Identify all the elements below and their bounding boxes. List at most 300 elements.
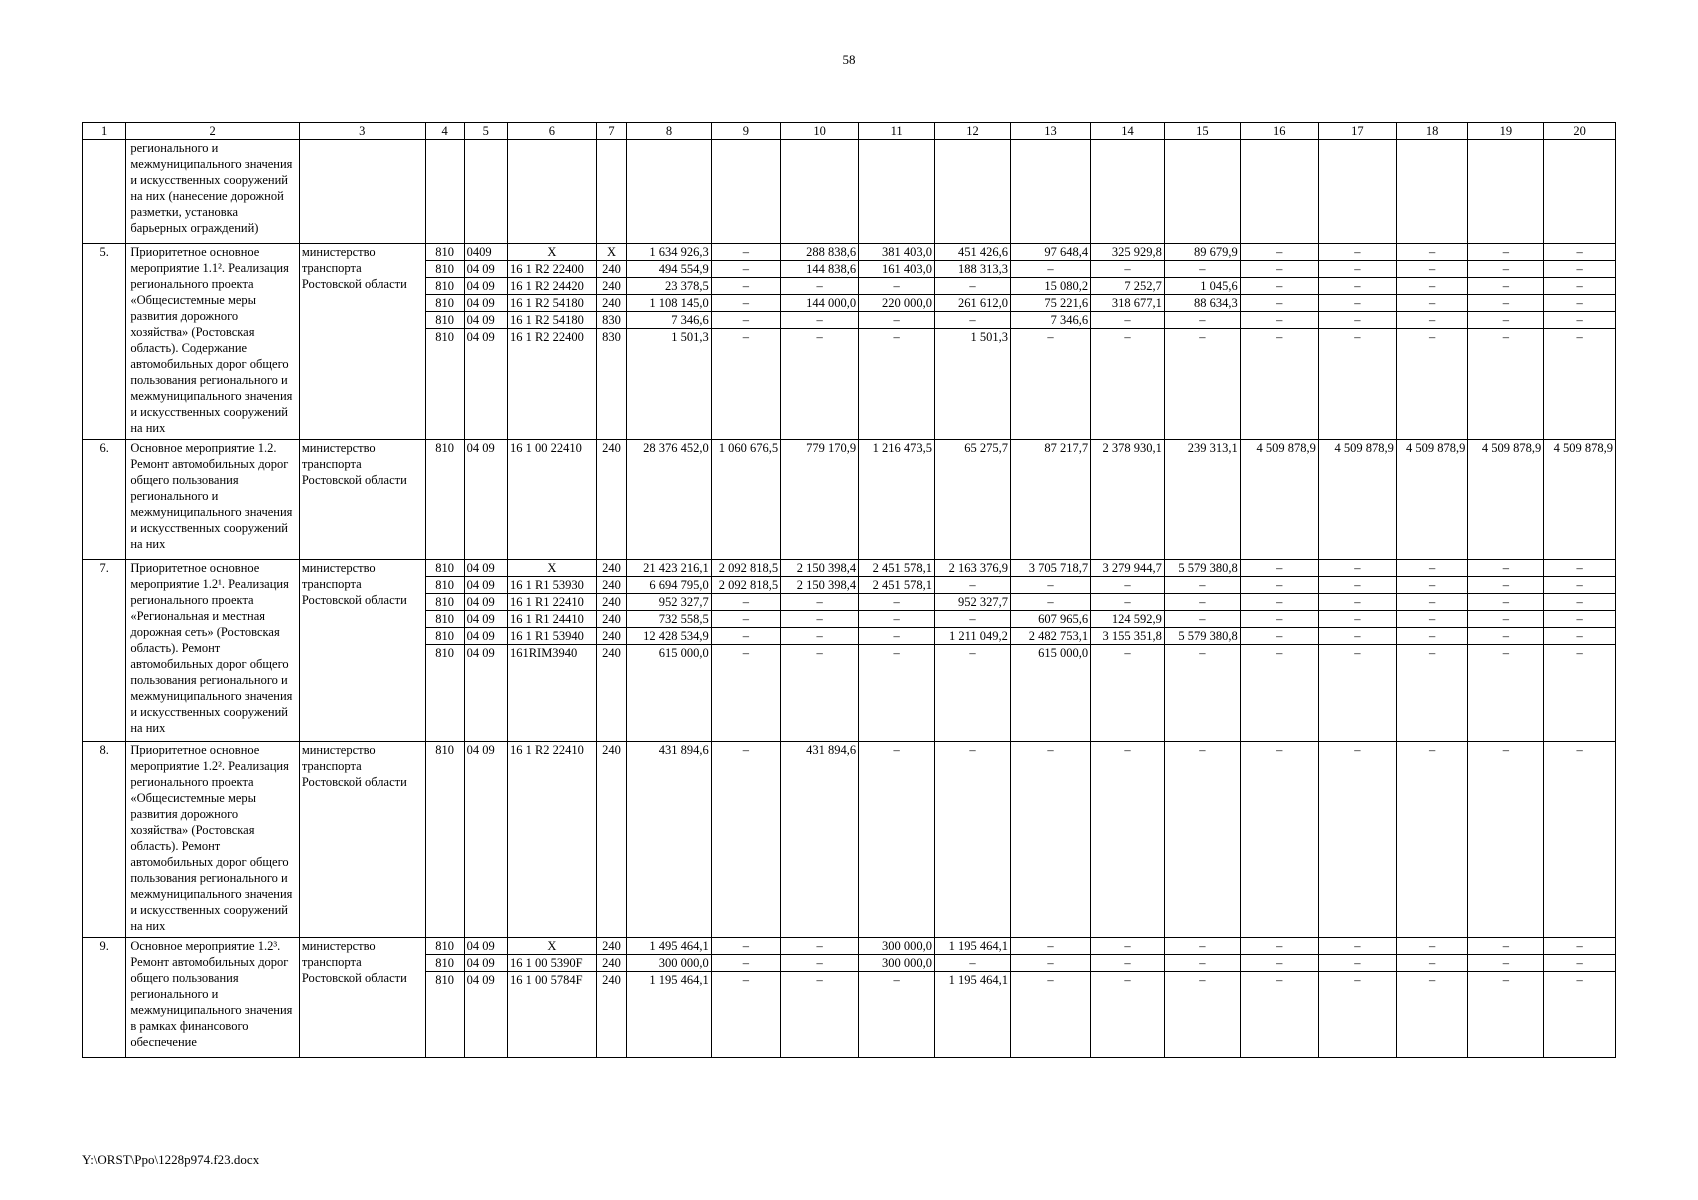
value-column-10	[781, 560, 859, 742]
value-cell: 2 092 818,5	[718, 561, 779, 575]
value-cell: –	[1319, 260, 1396, 277]
value-cell: 04 09	[465, 328, 507, 345]
value-cell: 239 313,1	[1187, 441, 1238, 455]
value-cell: –	[1544, 954, 1615, 971]
value-cell: –	[742, 245, 750, 259]
value-column-18	[1396, 440, 1468, 560]
value-cell: –	[1199, 939, 1206, 953]
value-cell: –	[1354, 743, 1361, 757]
value-column-16	[1240, 440, 1318, 560]
value-column-17	[1318, 440, 1396, 560]
value-cell: –	[1165, 593, 1240, 610]
header-col-16: 16	[1240, 123, 1318, 140]
value-cell: –	[969, 743, 976, 757]
executor-name: министерство транспорта Ростовской области	[299, 244, 425, 440]
value-cell: –	[1429, 245, 1436, 259]
value-column-16	[1240, 938, 1318, 1058]
value-cell: –	[1319, 644, 1396, 661]
value-cell: –	[1165, 576, 1240, 593]
value-cell: –	[712, 954, 780, 971]
value-cell: 4 509 878,9	[1256, 441, 1316, 455]
value-column-5	[464, 742, 507, 938]
value-cell: 1 501,3	[935, 328, 1010, 345]
value-cell: –	[1011, 576, 1090, 593]
value-cell: –	[1354, 939, 1361, 953]
value-cell: –	[1276, 939, 1283, 953]
value-cell: –	[1397, 260, 1468, 277]
value-cell: 830	[597, 311, 626, 328]
value-cell: –	[1468, 971, 1543, 988]
row-number: 9.	[83, 938, 126, 1058]
header-col-12: 12	[935, 123, 1011, 140]
table-row	[83, 938, 1616, 1058]
value-column-18	[1396, 244, 1468, 440]
value-cell: –	[1165, 328, 1240, 345]
value-cell: 7 252,7	[1091, 277, 1164, 294]
value-column-7	[596, 440, 626, 560]
value-cell: –	[1011, 328, 1090, 345]
value-cell: –	[1319, 311, 1396, 328]
value-cell: 88 634,3	[1165, 294, 1240, 311]
value-cell: 288 838,6	[806, 245, 857, 259]
value-cell: 240	[602, 561, 621, 575]
value-column-9	[711, 938, 780, 1058]
header-col-8: 8	[627, 123, 712, 140]
value-cell: –	[859, 277, 934, 294]
header-col-20: 20	[1544, 123, 1616, 140]
value-cell: Х	[547, 939, 557, 953]
value-column-12	[935, 938, 1011, 1058]
value-cell: –	[712, 610, 780, 627]
value-cell: 1 216 473,5	[872, 441, 933, 455]
value-cell: –	[1199, 743, 1206, 757]
value-cell: 144 838,6	[781, 260, 858, 277]
value-column-15	[1164, 244, 1240, 440]
value-cell: –	[712, 260, 780, 277]
value-cell: –	[1544, 627, 1615, 644]
value-cell: –	[1091, 260, 1164, 277]
value-cell: –	[1319, 971, 1396, 988]
page-number: 58	[842, 52, 856, 67]
value-column-5	[464, 440, 507, 560]
measure-name: Приоритетное основное мероприятие 1.2². Реализация регионального проекта «Общесистемные меры развития дорожного хозяйства» (Ростовская область). Ремонт автомобильных дорог общего пользования регионального и межмуниципального значения и искусственных сооружений на них	[126, 742, 299, 938]
value-cell: –	[1091, 311, 1164, 328]
value-cell: 04 09	[465, 277, 507, 294]
value-cell: –	[1011, 954, 1090, 971]
value-cell: 16 1 R2 22400	[508, 328, 596, 345]
value-cell: 810	[426, 294, 464, 311]
value-cell: Х	[547, 245, 557, 259]
value-cell: –	[712, 593, 780, 610]
value-cell: 451 426,6	[957, 245, 1008, 259]
value-cell: 3 155 351,8	[1091, 627, 1164, 644]
value-cell: –	[1165, 610, 1240, 627]
value-cell: 615 000,0	[1011, 644, 1090, 661]
value-cell: –	[1319, 610, 1396, 627]
value-cell: 3 279 944,7	[1102, 561, 1162, 575]
value-cell: 04 09	[465, 644, 507, 661]
value-cell: –	[1319, 294, 1396, 311]
value-cell: –	[859, 627, 934, 644]
value-cell: 607 965,6	[1011, 610, 1090, 627]
value-cell: –	[1429, 939, 1436, 953]
value-cell: 7 346,6	[627, 311, 711, 328]
value-column-16	[1240, 742, 1318, 938]
value-column-15	[1164, 560, 1240, 742]
value-cell: 810	[426, 311, 464, 328]
value-column-18	[1396, 742, 1468, 938]
continuation-row	[83, 140, 1616, 244]
value-cell: –	[1165, 260, 1240, 277]
header-col-11: 11	[859, 123, 935, 140]
value-cell: –	[1576, 939, 1583, 953]
value-cell: 16 1 R1 22410	[508, 593, 596, 610]
value-cell: 810	[426, 954, 464, 971]
value-cell: –	[1165, 311, 1240, 328]
value-cell: 810	[426, 576, 464, 593]
value-cell: –	[1468, 610, 1543, 627]
value-cell: 5 579 380,8	[1178, 561, 1238, 575]
header-col-15: 15	[1164, 123, 1240, 140]
value-cell: –	[1319, 576, 1396, 593]
value-cell: –	[1241, 610, 1318, 627]
value-column-17	[1318, 742, 1396, 938]
value-cell: –	[1241, 593, 1318, 610]
value-cell: –	[1544, 593, 1615, 610]
value-column-4	[425, 560, 464, 742]
value-cell: 1 108 145,0	[627, 294, 711, 311]
value-cell: 1 195 464,1	[627, 971, 711, 988]
header-col-5: 5	[464, 123, 507, 140]
value-column-6	[507, 560, 596, 742]
value-column-7	[596, 938, 626, 1058]
value-cell: –	[1241, 311, 1318, 328]
value-cell: 300 000,0	[627, 954, 711, 971]
value-cell: 04 09	[465, 294, 507, 311]
value-cell: 240	[597, 971, 626, 988]
value-column-14	[1091, 244, 1165, 440]
value-column-5	[464, 244, 507, 440]
value-cell: –	[1011, 260, 1090, 277]
value-cell: 810	[426, 593, 464, 610]
value-column-12	[935, 742, 1011, 938]
value-cell: 23 378,5	[627, 277, 711, 294]
value-cell: –	[1165, 954, 1240, 971]
value-column-10	[781, 440, 859, 560]
value-cell: 75 221,6	[1011, 294, 1090, 311]
value-cell: 810	[435, 245, 454, 259]
value-column-14	[1091, 440, 1165, 560]
value-column-20	[1544, 440, 1616, 560]
value-cell: –	[1468, 627, 1543, 644]
value-cell: 952 327,7	[627, 593, 711, 610]
value-cell: –	[1544, 294, 1615, 311]
value-cell: –	[1354, 245, 1361, 259]
value-cell: –	[1241, 260, 1318, 277]
value-cell: –	[1319, 277, 1396, 294]
value-cell: 16 1 00 5390F	[508, 954, 596, 971]
value-cell: 810	[426, 644, 464, 661]
value-cell: –	[859, 644, 934, 661]
value-cell: –	[742, 939, 750, 953]
value-cell: 124 592,9	[1091, 610, 1164, 627]
value-column-17	[1318, 244, 1396, 440]
value-cell: 2 451 578,1	[859, 576, 934, 593]
value-column-17	[1318, 938, 1396, 1058]
table-row	[83, 742, 1616, 938]
value-cell: –	[1319, 593, 1396, 610]
value-column-20	[1544, 938, 1616, 1058]
value-cell: –	[1091, 971, 1164, 988]
measure-name: Основное мероприятие 1.2. Ремонт автомобильных дорог общего пользования регионального и межмуниципального значения и искусственных сооружений на них	[126, 440, 299, 560]
value-cell: 04 09	[466, 441, 495, 455]
value-column-20	[1544, 560, 1616, 742]
value-cell: 21 423 216,1	[643, 561, 709, 575]
value-cell: 161RIМ3940	[508, 644, 596, 661]
value-cell: –	[742, 743, 750, 757]
value-column-19	[1468, 742, 1544, 938]
header-col-4: 4	[425, 123, 464, 140]
value-column-14	[1091, 938, 1165, 1058]
header-col-2: 2	[126, 123, 299, 140]
executor-name: министерство транспорта Ростовской области	[299, 560, 425, 742]
value-cell: 2 482 753,1	[1011, 627, 1090, 644]
header-col-13: 13	[1010, 123, 1090, 140]
value-cell: –	[935, 277, 1010, 294]
value-cell: 381 403,0	[882, 245, 933, 259]
value-cell: –	[1544, 576, 1615, 593]
value-cell: –	[1091, 576, 1164, 593]
value-column-8	[627, 244, 712, 440]
value-column-4	[425, 244, 464, 440]
value-column-10	[781, 742, 859, 938]
value-cell: 2 150 398,4	[796, 561, 857, 575]
value-column-5	[464, 560, 507, 742]
value-cell: 810	[426, 610, 464, 627]
value-cell: –	[781, 627, 858, 644]
header-col-19: 19	[1468, 123, 1544, 140]
value-column-19	[1468, 938, 1544, 1058]
value-cell: 87 217,7	[1044, 441, 1089, 455]
value-cell: 261 612,0	[935, 294, 1010, 311]
value-cell: 16 1 00 5784F	[508, 971, 596, 988]
value-cell: –	[1165, 644, 1240, 661]
value-cell: –	[1241, 294, 1318, 311]
value-cell: 240	[597, 260, 626, 277]
value-cell: –	[1397, 576, 1468, 593]
value-cell: 2 163 376,9	[948, 561, 1008, 575]
value-cell: –	[1468, 260, 1543, 277]
value-cell: –	[816, 939, 823, 953]
value-cell: –	[1502, 245, 1509, 259]
value-column-13	[1010, 560, 1090, 742]
header-row	[83, 123, 1616, 140]
value-cell: 28 376 452,0	[643, 441, 709, 455]
value-cell: 16 1 R2 22400	[508, 260, 596, 277]
value-cell: 810	[435, 939, 454, 953]
value-column-11	[859, 440, 935, 560]
executor-name: министерство транспорта Ростовской области	[299, 742, 425, 938]
value-cell: –	[1241, 644, 1318, 661]
header-col-9: 9	[711, 123, 780, 140]
value-cell: –	[1468, 311, 1543, 328]
value-cell: –	[1047, 939, 1054, 953]
value-cell: –	[1544, 971, 1615, 988]
value-column-8	[627, 560, 712, 742]
value-cell: –	[1241, 954, 1318, 971]
value-cell: –	[1124, 743, 1131, 757]
value-cell: –	[1544, 328, 1615, 345]
measure-name: Основное мероприятие 1.2³. Ремонт автомобильных дорог общего пользования регионального и межмуниципального значения в рамках финансового обеспечение	[126, 938, 299, 1058]
value-cell: 97 648,4	[1044, 245, 1089, 259]
value-cell: 1 195 464,1	[935, 971, 1010, 988]
table-row	[83, 440, 1616, 560]
row-number: 6.	[83, 440, 126, 560]
value-column-11	[859, 244, 935, 440]
value-cell: 810	[426, 328, 464, 345]
value-cell: 240	[597, 593, 626, 610]
value-cell: –	[712, 971, 780, 988]
value-column-20	[1544, 244, 1616, 440]
value-cell: 240	[602, 441, 621, 455]
value-cell: –	[1397, 593, 1468, 610]
value-cell: 1 060 676,5	[718, 441, 779, 455]
value-cell: 04 09	[465, 627, 507, 644]
value-column-9	[711, 244, 780, 440]
header-col-18: 18	[1396, 123, 1468, 140]
value-cell: –	[1091, 328, 1164, 345]
value-cell: –	[1276, 743, 1283, 757]
value-cell: –	[1468, 328, 1543, 345]
value-cell: –	[1544, 260, 1615, 277]
value-column-14	[1091, 742, 1165, 938]
value-column-12	[935, 244, 1011, 440]
value-cell: –	[712, 328, 780, 345]
value-cell: 240	[597, 627, 626, 644]
value-column-13	[1010, 440, 1090, 560]
value-cell: –	[1241, 277, 1318, 294]
value-cell: 732 558,5	[627, 610, 711, 627]
value-cell: 89 679,9	[1194, 245, 1238, 259]
value-cell: –	[1468, 576, 1543, 593]
value-column-13	[1010, 244, 1090, 440]
value-cell: 04 09	[466, 939, 495, 953]
value-column-6	[507, 244, 596, 440]
value-cell: 952 327,7	[935, 593, 1010, 610]
value-cell: 1 045,6	[1165, 277, 1240, 294]
value-cell: 16 1 R1 53930	[508, 576, 596, 593]
value-column-18	[1396, 938, 1468, 1058]
value-column-10	[781, 244, 859, 440]
header-col-10: 10	[781, 123, 859, 140]
value-cell: 615 000,0	[627, 644, 711, 661]
value-column-15	[1164, 938, 1240, 1058]
value-cell: –	[712, 311, 780, 328]
value-column-4	[425, 742, 464, 938]
value-cell: 16 1 R2 24420	[508, 277, 596, 294]
value-column-12	[935, 560, 1011, 742]
value-column-14	[1091, 560, 1165, 742]
value-column-6	[507, 440, 596, 560]
value-cell: 220 000,0	[859, 294, 934, 311]
value-cell: 240	[602, 939, 621, 953]
value-cell: –	[781, 328, 858, 345]
value-cell: –	[1429, 743, 1436, 757]
value-cell: –	[1397, 954, 1468, 971]
value-column-13	[1010, 938, 1090, 1058]
header-col-17: 17	[1318, 123, 1396, 140]
value-cell: –	[935, 610, 1010, 627]
value-column-20	[1544, 742, 1616, 938]
value-cell: –	[1319, 627, 1396, 644]
value-cell: 810	[426, 260, 464, 277]
value-cell: 65 275,7	[964, 441, 1008, 455]
value-cell: –	[1011, 971, 1090, 988]
value-cell: –	[1397, 328, 1468, 345]
value-cell: –	[1241, 328, 1318, 345]
value-cell: –	[1397, 294, 1468, 311]
value-cell: 04 09	[466, 561, 495, 575]
value-cell: –	[859, 610, 934, 627]
measure-name: Приоритетное основное мероприятие 1.2¹. Реализация регионального проекта «Региональная и местная дорожная сеть» (Ростовская область). Ремонт автомобильных дорог общего пользования регионального и межмуниципального значения и искусственных сооружений на них	[126, 560, 299, 742]
value-column-7	[596, 244, 626, 440]
value-cell: –	[781, 971, 858, 988]
executor-name: министерство транспорта Ростовской области	[299, 938, 425, 1058]
value-column-10	[781, 938, 859, 1058]
value-cell: –	[1397, 627, 1468, 644]
value-cell: 6 694 795,0	[627, 576, 711, 593]
value-cell: –	[1397, 610, 1468, 627]
value-cell: 16 1 00 22410	[509, 441, 582, 455]
value-cell: –	[781, 954, 858, 971]
value-cell: –	[1276, 561, 1283, 575]
value-cell: –	[1241, 971, 1318, 988]
value-cell: 810	[435, 561, 454, 575]
value-cell: –	[1468, 644, 1543, 661]
header-col-1: 1	[83, 123, 126, 140]
value-column-15	[1164, 440, 1240, 560]
value-cell: 16 1 R1 24410	[508, 610, 596, 627]
continuation-name: регионального и межмуниципального значения и искусственных сооружений на них (нанесение дорожной разметки, установка барьерных ограждений)	[126, 140, 299, 244]
executor-name: министерство транспорта Ростовской области	[299, 440, 425, 560]
value-column-9	[711, 440, 780, 560]
value-cell: 810	[435, 743, 454, 757]
value-cell: 1 634 926,3	[649, 245, 709, 259]
value-cell: 1 495 464,1	[649, 939, 709, 953]
value-cell: –	[1319, 328, 1396, 345]
row-number: 5.	[83, 244, 126, 440]
header-col-14: 14	[1091, 123, 1165, 140]
measure-name: Приоритетное основное мероприятие 1.1². Реализация регионального проекта «Общесистемные меры развития дорожного хозяйства» (Ростовская область). Содержание автомобильных дорог общего пользования регионального и межмуниципального значения и искусственных сооружений на них	[126, 244, 299, 440]
value-cell: –	[1429, 561, 1436, 575]
value-cell: –	[1047, 743, 1054, 757]
value-cell: 830	[597, 328, 626, 345]
value-cell: 144 000,0	[781, 294, 858, 311]
value-column-16	[1240, 560, 1318, 742]
value-column-18	[1396, 560, 1468, 742]
value-cell: –	[859, 971, 934, 988]
value-cell: Х	[547, 561, 557, 575]
value-cell: –	[1354, 561, 1361, 575]
value-column-11	[859, 560, 935, 742]
value-cell: –	[712, 644, 780, 661]
value-cell: 240	[597, 610, 626, 627]
value-cell: 161 403,0	[859, 260, 934, 277]
value-cell: 04 09	[465, 260, 507, 277]
value-cell: 4 509 878,9	[1481, 441, 1542, 455]
table-row	[83, 560, 1616, 742]
value-cell: 431 894,6	[658, 743, 709, 757]
